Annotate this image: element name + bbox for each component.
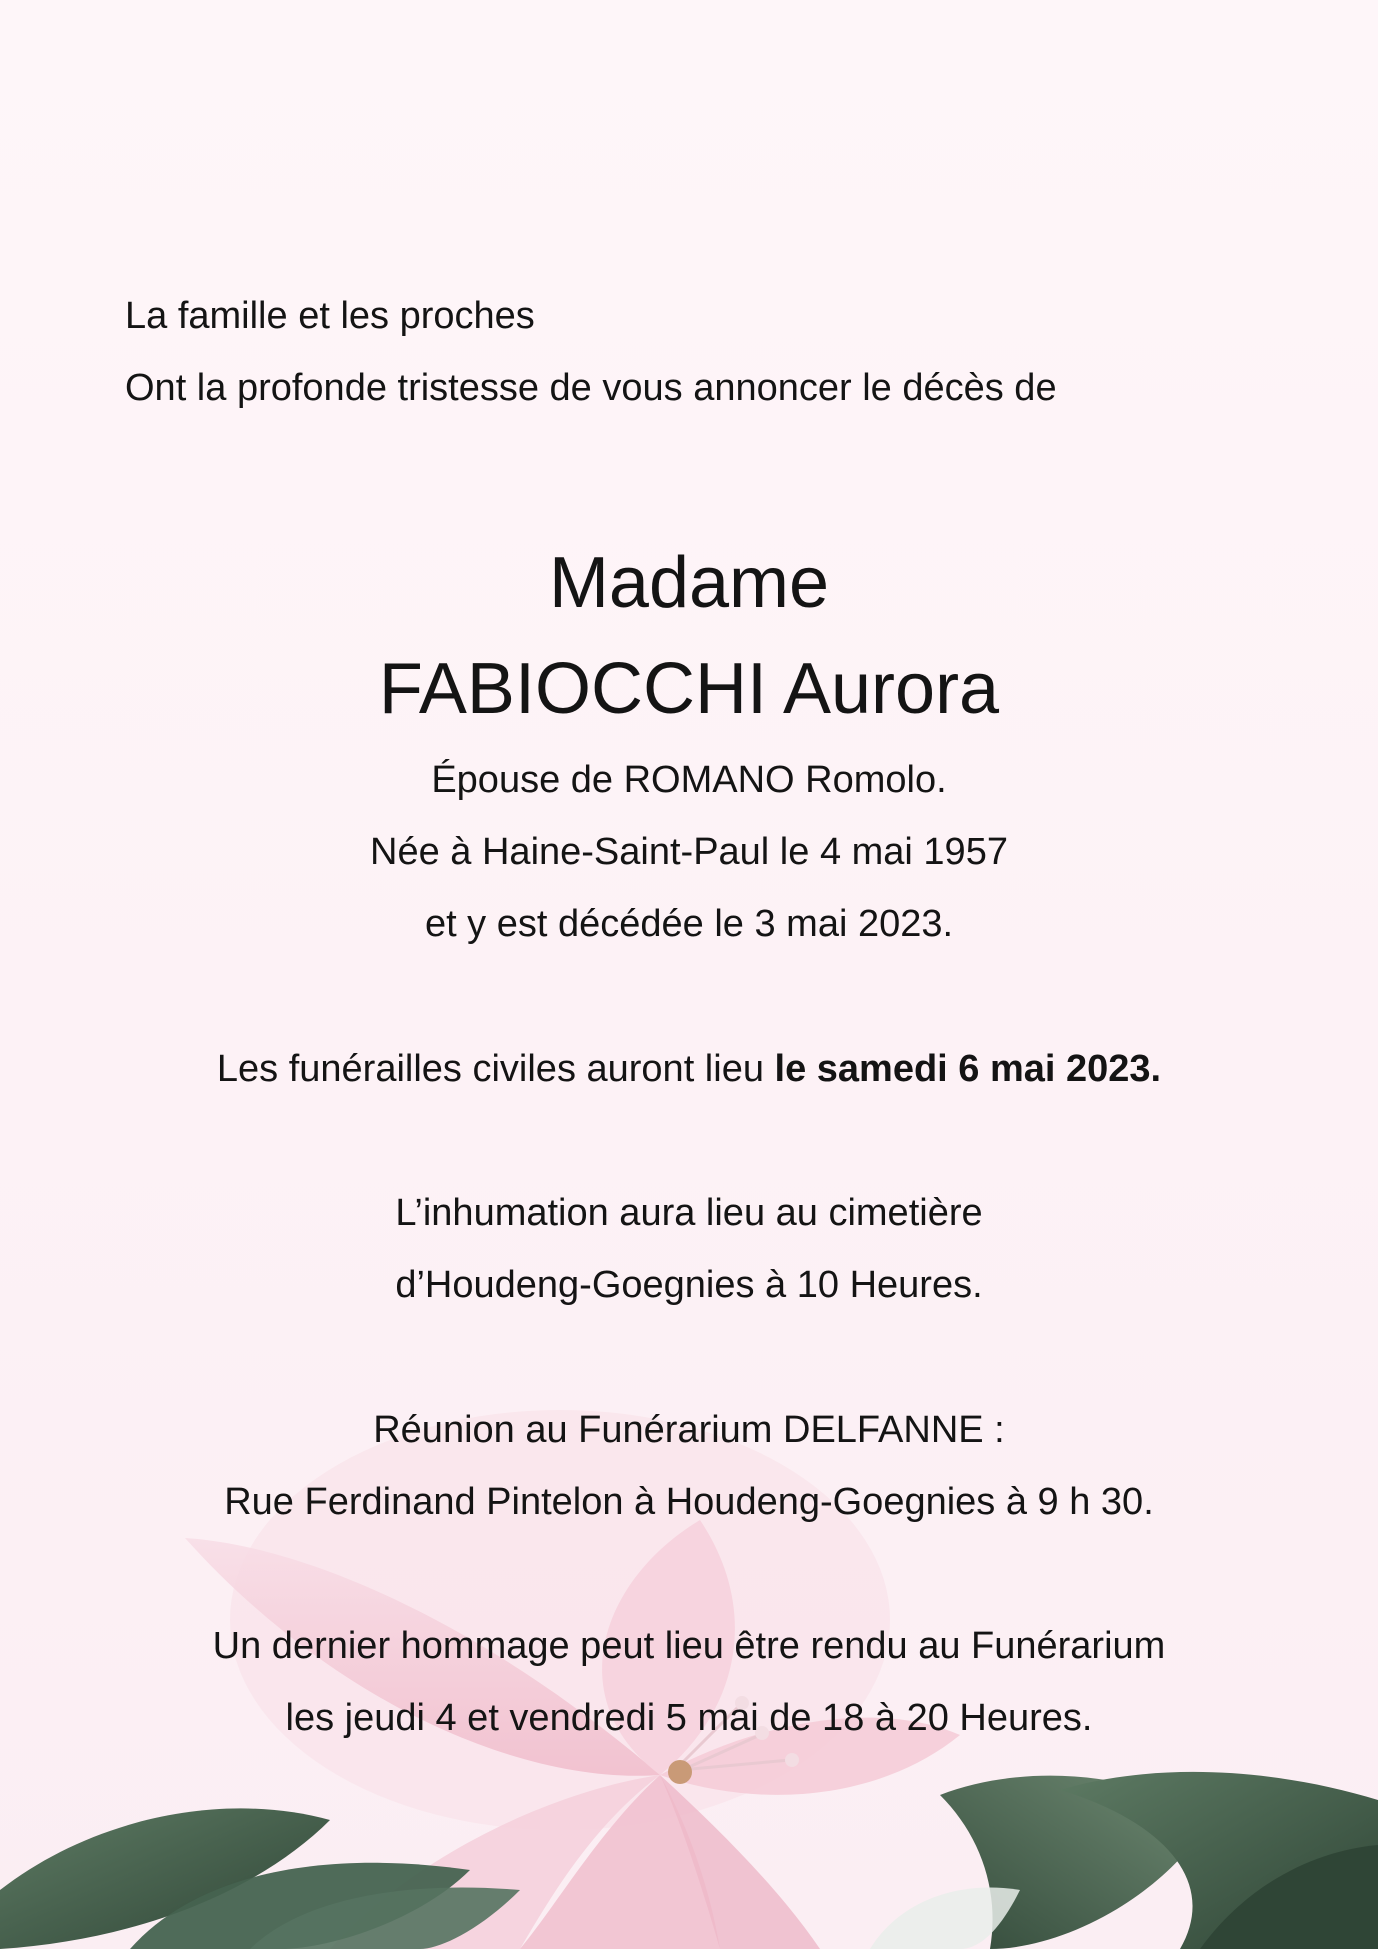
burial-line-1: L’inhumation aura lieu au cimetière <box>395 1192 983 1234</box>
deceased-heading <box>0 530 1378 742</box>
meeting-line-1: Réunion au Funérarium DELFANNE : <box>373 1409 1005 1451</box>
meeting-line-2: Rue Ferdinand Pintelon à Houdeng-Goegnies à 9 h 30. <box>224 1481 1154 1523</box>
death-line: et y est décédée le 3 mai 2023. <box>424 903 954 945</box>
spouse-line: Épouse de ROMANO Romolo. <box>431 759 947 801</box>
birth-line: Née à Haine-Saint-Paul le 4 mai 1957 <box>370 831 1008 873</box>
burial-info <box>0 1177 1378 1321</box>
funeral-info <box>0 1033 1378 1105</box>
meeting-info <box>0 1394 1378 1538</box>
funeral-line <box>0 1033 1378 1105</box>
tribute-info <box>0 1610 1378 1754</box>
tribute-line-1: Un dernier hommage peut lieu être rendu au Funérarium <box>212 1625 1166 1667</box>
intro-line-announcement: Ont la profonde tristesse de vous annoncer le décès de <box>125 367 1057 409</box>
intro-line-family: La famille et les proches <box>125 295 535 337</box>
deceased-details <box>0 744 1378 960</box>
burial-line-2: d’Houdeng-Goegnies à 10 Heures. <box>395 1264 983 1306</box>
tribute-line-2: les jeudi 4 et vendredi 5 mai de 18 à 20 Heures. <box>285 1697 1093 1739</box>
funeral-date: le samedi 6 mai 2023. <box>774 1048 1162 1090</box>
funeral-prefix: Les funérailles civiles auront lieu <box>216 1048 775 1090</box>
intro-text <box>125 280 1057 424</box>
deceased-title: Madame <box>548 543 830 623</box>
deceased-name: FABIOCCHI Aurora <box>378 649 1000 729</box>
